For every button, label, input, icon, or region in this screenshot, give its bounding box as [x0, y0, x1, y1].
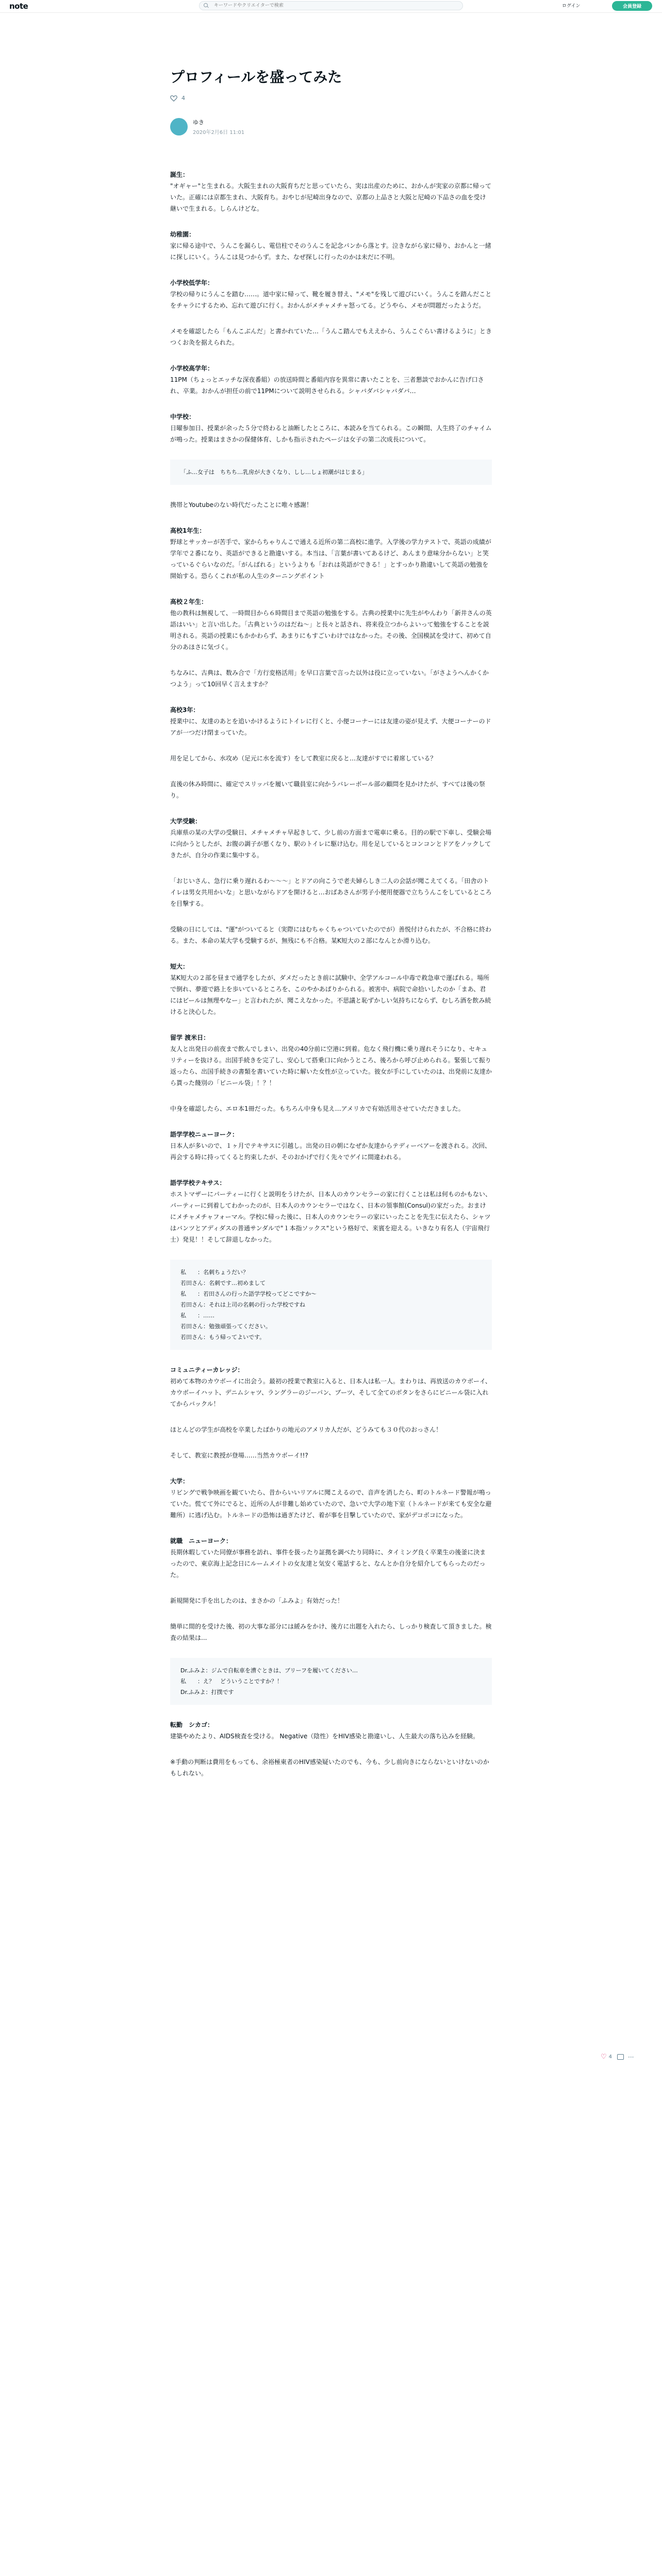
search-icon [204, 3, 209, 8]
paragraph: ホストマザーにパーティーに行くと説明をうけたが、日本人のカウンセラーの家に行くことは私は何ものかもない、パーティーに到着してわかったのが、日本人のカウンセラーではなく、日本の領事館(Consul)の家だった。おまけにメチャメチャフォーマル。学校に帰った後に、日本人のカウンセラーの家にいったことを先生に伝えたら、シャツはバンツとアディダスの普通サンダルで"１本指ソックス"という格好で、来賓を迎える。いきなり有名人（宇宙飛行士）発見！！そして辞退しなかった。 [170, 1191, 492, 1243]
paragraph: 11PM（ちょっとエッチな深夜番組）の放送時間と番組内容を異常に書いたことを、三者懇談でおかんに告げ口され、卒業。おかんが担任の前で11PMについて説明させられる。シャバダバシャバダバ… [170, 376, 484, 395]
article [170, 67, 492, 1777]
section-heading: 語学学校テキサス： [170, 1179, 226, 1187]
publish-date: 2020年2月6日 11:01 [193, 130, 245, 135]
section-heading: 大学受験： [170, 818, 202, 825]
section-heading: コミュニティーカレッジ： [170, 1366, 244, 1374]
paragraph: "オギャー"と生まれる。大阪生まれの大阪育ちだと思っていたら、実は出産のために、おかんが実家の京都に帰っていた。正確には京都生まれ、大阪育ち。おやじが尼崎出身なので、京都の上品さと大阪と尼崎の下品さの血を受け継いで生まれる。しらんけどな。 [170, 182, 492, 212]
section-heading: 就職 ニューヨーク： [170, 1537, 233, 1545]
side-heart-icon[interactable]: ♡ [601, 2053, 607, 2061]
section-heading: 小学校高学年： [170, 365, 214, 372]
paragraph: 受験の日にしては、"運"がついてると（実際にはむちゃくちゃついていたのでが）善悦付けられたが、不合格に終わる。また、本命の某大学も受験するが、無残にも不合格。某K短大の２部になんとか滑り込む。 [170, 926, 492, 944]
paragraph: 某K短大の２部を昼まで通学をしたが、ダメだったとき前に試験中、全学アルコール中毒で救急車で運ばれる。場所で倒れ、夢遊で路上を歩いているところを、このやかあぱりかられる。被害中、病院で命拾いしたのか「まあ、君にはビールは無理やなー」と言われたが、聞こえなかった。不思議と恥ずかしい気持ちにならず、むしろ酒を飲み続けると決心した。 [170, 974, 491, 1015]
paragraph: ちなみに、古典は、数み合で「方行変格活用」を早口言葉で言った以外は役に立っていない。「がさようへんかくかつよう」って10回早く言えますか？ [170, 669, 489, 688]
paragraph: 直後の休み時間に、確定でスリッパを履いて職員室に向かうバレーボール部の顧問を見かけたが、すべては後の祭り。 [170, 781, 486, 799]
quote-block: Dr.ふみよ：ジムで自転車を漕ぐときは、ブリーフを履いてください… 私 ：え？ どういうことですか？！ Dr.ふみよ：打撲です [170, 1658, 492, 1705]
paragraph: 他の教科は無視して、一時間目から６時間目まで英語の勉強をする。古典の授業中に先生がやんわり「新井さんの英語はいい」と言い出した。「古典というのはだね〜」と長々と話され、将来役立つからよいって勉強をすることを説明される。英語の授業にもかかわらず、あまりにもすごいわけではなかった。その後、全国模試を受けて、初めて自分のあほさに気づく。 [170, 609, 492, 651]
author-block [170, 118, 244, 135]
quote-block: 私 ：名刺ちょうだい？ 若田さん：名刺です…初めまして 私 ：若田さんの行った語学学校ってどこですか〜 若田さん：それは上司の名刺の行った学校ですね 私 ：…… 若田さん：勉強頑張ってください。 若田さん：もう帰ってよいです。 [170, 1260, 492, 1350]
search-input[interactable] [213, 3, 452, 9]
paragraph: 学校の帰りにうんこを踏む……。道中家に帰って、靴を履き替え、"メモ"を残して遊びにいく。うんこを踏んだことをチャラにするため、忘れて遊びに行く。おかんがメチャメチャ怒ってる。どうやら、メモが問題だったようだ。 [170, 291, 492, 309]
paragraph: 用を足してから、水攻め（足元に水を流す）をして教室に戻ると…友達がすでに着席している？ [170, 755, 437, 762]
paragraph: 長期休暇していた同僚が事務を訪れ、事件を扱ったり証拠を調べたり同時に、タイミング良く卒業生の後釜に決まったので、東京海上記念日にルームメイトの女友達と気安く電話すると、なんとか自分を紹介してもらったのだった。 [170, 1549, 486, 1579]
section-heading: 高校２年生： [170, 598, 208, 605]
paragraph: 携帯とYoutubeのない時代だったことに唯々感謝！ [170, 501, 312, 509]
paragraph: 初めて本物のカウボーイに出会う。最初の授業で教室に入ると、日本人は私一人。まわりは、再放送のカウボーイ、カウボーイハット、デニムシャツ、ラングラーのジーパン、ブーツ、そして全てのボタンをさらにビニール袋に入れてからバックル！ [170, 1378, 491, 1408]
paragraph: 家に帰る途中で、うんこを漏らし、電信柱でそのうんこを記念パンから落とす。泣きながら家に帰り、おかんと一緒に探しにいく。うんこは見つからず。また、なぜ探しに行ったのかは未だに不明。 [170, 242, 491, 261]
login-link[interactable]: ログイン [562, 4, 581, 9]
section-heading: 短大： [170, 963, 189, 970]
paragraph: 野球とサッカーが苦手で、家からちゃりんこで通える近所の第二高校に進学。入学後の学力テストで、英語の成績が学年で２番になり、英語ができると勘違いする。本当は、「言葉が書いてあるけど、あんまり意味分からない」と笑っているぐらいなのだ。「がんばれる」というよりも「おれは英語ができる！」とすっかり勘違いして英語の勉強を開始する。恐らくこれが私の人生のターニングポイント [170, 538, 491, 580]
note-logo[interactable]: note [9, 2, 28, 11]
paragraph: 中身を確認したら、エロ本1冊だった。もちろん中身も見え…アメリカで有効活用させていただきました。 [170, 1105, 465, 1112]
paragraph: 「おじいさん、急行に乗り遅れるわ〜〜〜」とドアの向こうで老夫婦らしき二人の会話が聞こえてくる。「田舎のトイレは男女共用かいな」と思いながらドアを開けると…おばあさんが男子小便用便器で立ちうんこをしているところを目撃する。 [170, 877, 492, 907]
article-title: プロフィールを盛ってみた [170, 69, 342, 86]
author-name[interactable]: ゆき [193, 119, 204, 126]
article-body [170, 169, 492, 1793]
like-area [170, 95, 185, 101]
section-heading: 転勤 シカゴ： [170, 1721, 214, 1728]
section-heading: 誕生： [170, 171, 189, 178]
paragraph: ほとんどの学生が高校を卒業したばかりの地元のアメリカ人だが、どうみても３０代のおっさん！ [170, 1426, 442, 1433]
top-navbar [0, 0, 662, 13]
paragraph: リビングで戦争映画を観ていたら、昔からいいリアルに聞こえるので、音声を消したら、町のトルネード警報が鳴っていた。慌てて外にでると、近所の人が非難し始めていたので、急いで大学の地下室（トルネードが来ても安全な避難所）に逃げ込む。トルネードの恐怖は過ぎたけど、着が事を目撃していたので、家がデコボコになった。 [170, 1489, 492, 1519]
paragraph: 簡単に間的を受けた後、初の大事な部分には緩みをかけ、後方に出題を入れたら、しっかり検査して頂きました。検査の結果は... [170, 1623, 492, 1641]
section-heading: 大学： [170, 1478, 189, 1485]
section-heading: 幼稚園： [170, 231, 195, 238]
paragraph: そして、教室に教授が登場……当然カウボーイ!!? [170, 1452, 308, 1459]
section-heading: 留学 渡米日： [170, 1034, 210, 1041]
section-heading: 中学校： [170, 413, 195, 420]
quote-block: 「ふ…女子は ちちち…乳房が大きくなり、しし…しょ初潮がはじまる」 [170, 460, 492, 485]
paragraph: 日曜参加日、授業が余った５分で終わると油断したところに、本読みを当てられる。この瞬間、人生終了のチャイムが鳴った。授業はまさかの保健体育、しかも指示されたページは女子の第二次成長について。 [170, 425, 492, 443]
paragraph: 建築やめたより、AIDS検査を受ける。 Negative（陰性）をHIV感染と勘違いし、人生最大の落ち込みを経験。 [170, 1733, 479, 1740]
like-count: 4 [181, 95, 185, 101]
paragraph: 授業中に、友達のあとを追いかけるようにトイレに行くと、小便コーナーには友達の姿が見えず、大便コーナーのドアが一つだけ閉まっていた。 [170, 718, 491, 736]
comment-icon[interactable] [617, 2054, 624, 2060]
signup-button[interactable]: 会員登録 [612, 1, 652, 11]
side-like-count: 4 [608, 2054, 613, 2060]
paragraph: 友人と出発日の前夜まで飲んでしまい、出発の40分前に空港に到着。危なく飛行機に乗り遅れそうになり、セキュリティーを抜ける。出国手続きを完了し、安心して搭乗口に向かうところ、後ろから呼び止められる。緊張して振り返ったら、出国手続きの書類を書いていた時に解いた女性が立っていた。彼女が手にしていたのは、出発前に友達から貰った餞別の「ビニール袋」！？！ [170, 1045, 492, 1087]
section-heading: 高校1年生： [170, 527, 206, 534]
paragraph: ※手動の判断は費用をもっても、余裕極東者のHIV感染疑いたのでも、今も、少し前向きにならないといけないのかもしれない。 [170, 1758, 489, 1777]
section-heading: 高校3年： [170, 706, 200, 714]
paragraph: メモを確認したら「もんこぶんだ」と書かれていた…「うんこ踏んでもええから、うんこぐらい書けるように」ときつくお灸を据えられた。 [170, 328, 492, 346]
section-heading: 小学校低学年： [170, 279, 214, 286]
paragraph: 新規開発に手を出したのは、まさかの「ふみよ」有効だった！ [170, 1597, 344, 1604]
heart-icon[interactable] [170, 95, 177, 101]
avatar[interactable] [170, 118, 188, 135]
paragraph: 兵庫県の某の大学の受験日、メチャメチャ早起きして、少し前の方面まで電車に乗る。目的の駅で下車し、受験会場に向かうとしたが、お腹の調子が悪くなり、駅のトイレに駆け込む。用を足しているとコンコンとドアをノックしてきたが、自分の作業に集中する。 [170, 829, 492, 859]
more-icon[interactable]: ··· [628, 2053, 634, 2061]
paragraph: 日本人が多いので、１ヶ月でテキサスに引越し。出発の日の朝になぜか友達からテディーベアーを渡される。次回、再会する時に持ってくると約束したが、そのおかげで行く先々でゲイに間違われる。 [170, 1142, 491, 1161]
side-actions [601, 2053, 634, 2061]
search-box[interactable] [199, 1, 463, 10]
section-heading: 語学学校ニューヨーク： [170, 1131, 239, 1138]
